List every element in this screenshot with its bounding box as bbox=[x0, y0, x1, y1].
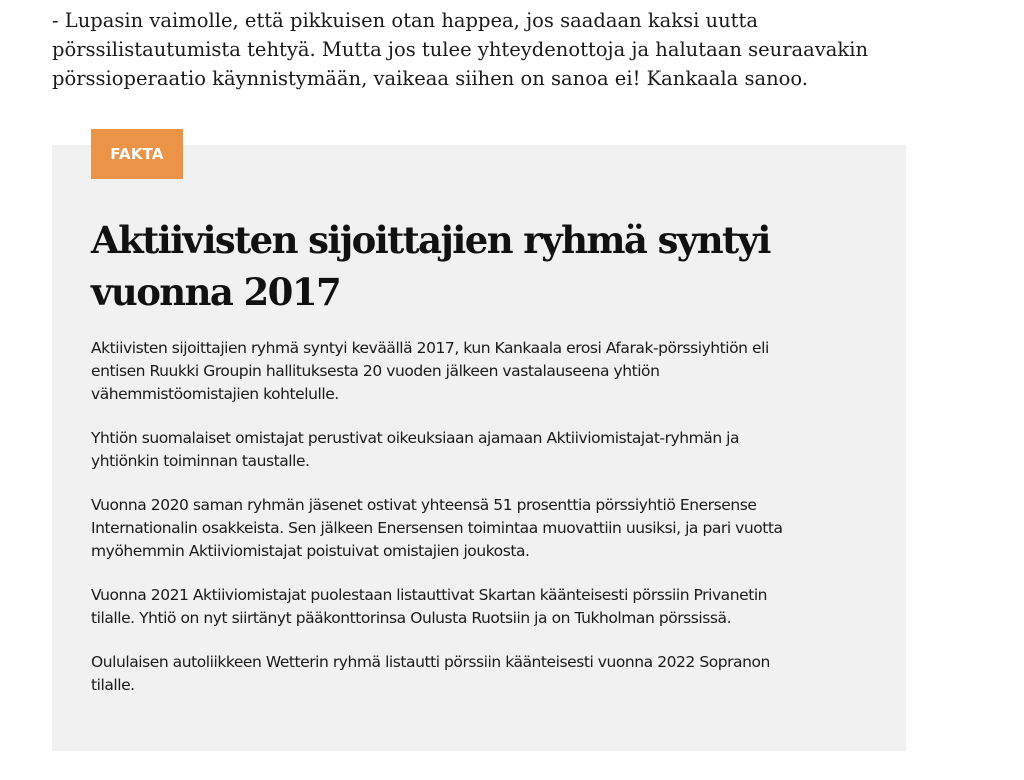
fact-paragraph: Yhtiön suomalaiset omistajat perustivat oikeuksiaan ajamaan Aktiiviomistajat-ryhmän ja yhtiönkin toiminnan taustalle. bbox=[91, 429, 740, 470]
fact-box-title: Aktiivisten sijoittajien ryhmä syntyi vuonna 2017 bbox=[91, 218, 770, 314]
fact-paragraph: Oululaisen autoliikkeen Wetterin ryhmä listautti pörssiin käänteisesti vuonna 2022 Sopranon tilalle. bbox=[91, 653, 770, 694]
lead-quote-paragraph: - Lupasin vaimolle, että pikkuisen otan happea, jos saadaan kaksi uutta pörssilistautumista tehtyä. Mutta jos tulee yhteydenottoja ja halutaan seuraavakin pörssioperaatio käynnistymään, vaikeaa siihen on sanoa ei! Kankaala sanoo. bbox=[52, 9, 869, 90]
fact-box-body bbox=[91, 337, 861, 718]
fact-paragraph: Vuonna 2021 Aktiiviomistajat puolestaan listauttivat Skartan käänteisesti pörssiin Privanetin tilalle. Yhtiö on nyt siirtänyt pääkonttorinsa Oulusta Ruotsiin ja on Tukholman pörssissä. bbox=[91, 586, 768, 627]
fact-paragraph: Vuonna 2020 saman ryhmän jäsenet ostivat yhteensä 51 prosenttia pörssiyhtiö Enersense Internationalin osakkeista. Sen jälkeen Enersensen toimintaa muovattiin uusiksi, ja pari vuotta myöhemmin Aktiiviomistajat poistuivat omistajien joukosta. bbox=[91, 496, 783, 560]
fact-badge: FAKTA bbox=[91, 129, 183, 179]
fact-paragraph: Aktiivisten sijoittajien ryhmä syntyi keväällä 2017, kun Kankaala erosi Afarak-pörssiyhtiön eli entisen Ruukki Groupin hallituksesta 20 vuoden jälkeen vastalauseena yhtiön vähemmistöomistajien kohtelulle. bbox=[91, 339, 769, 403]
